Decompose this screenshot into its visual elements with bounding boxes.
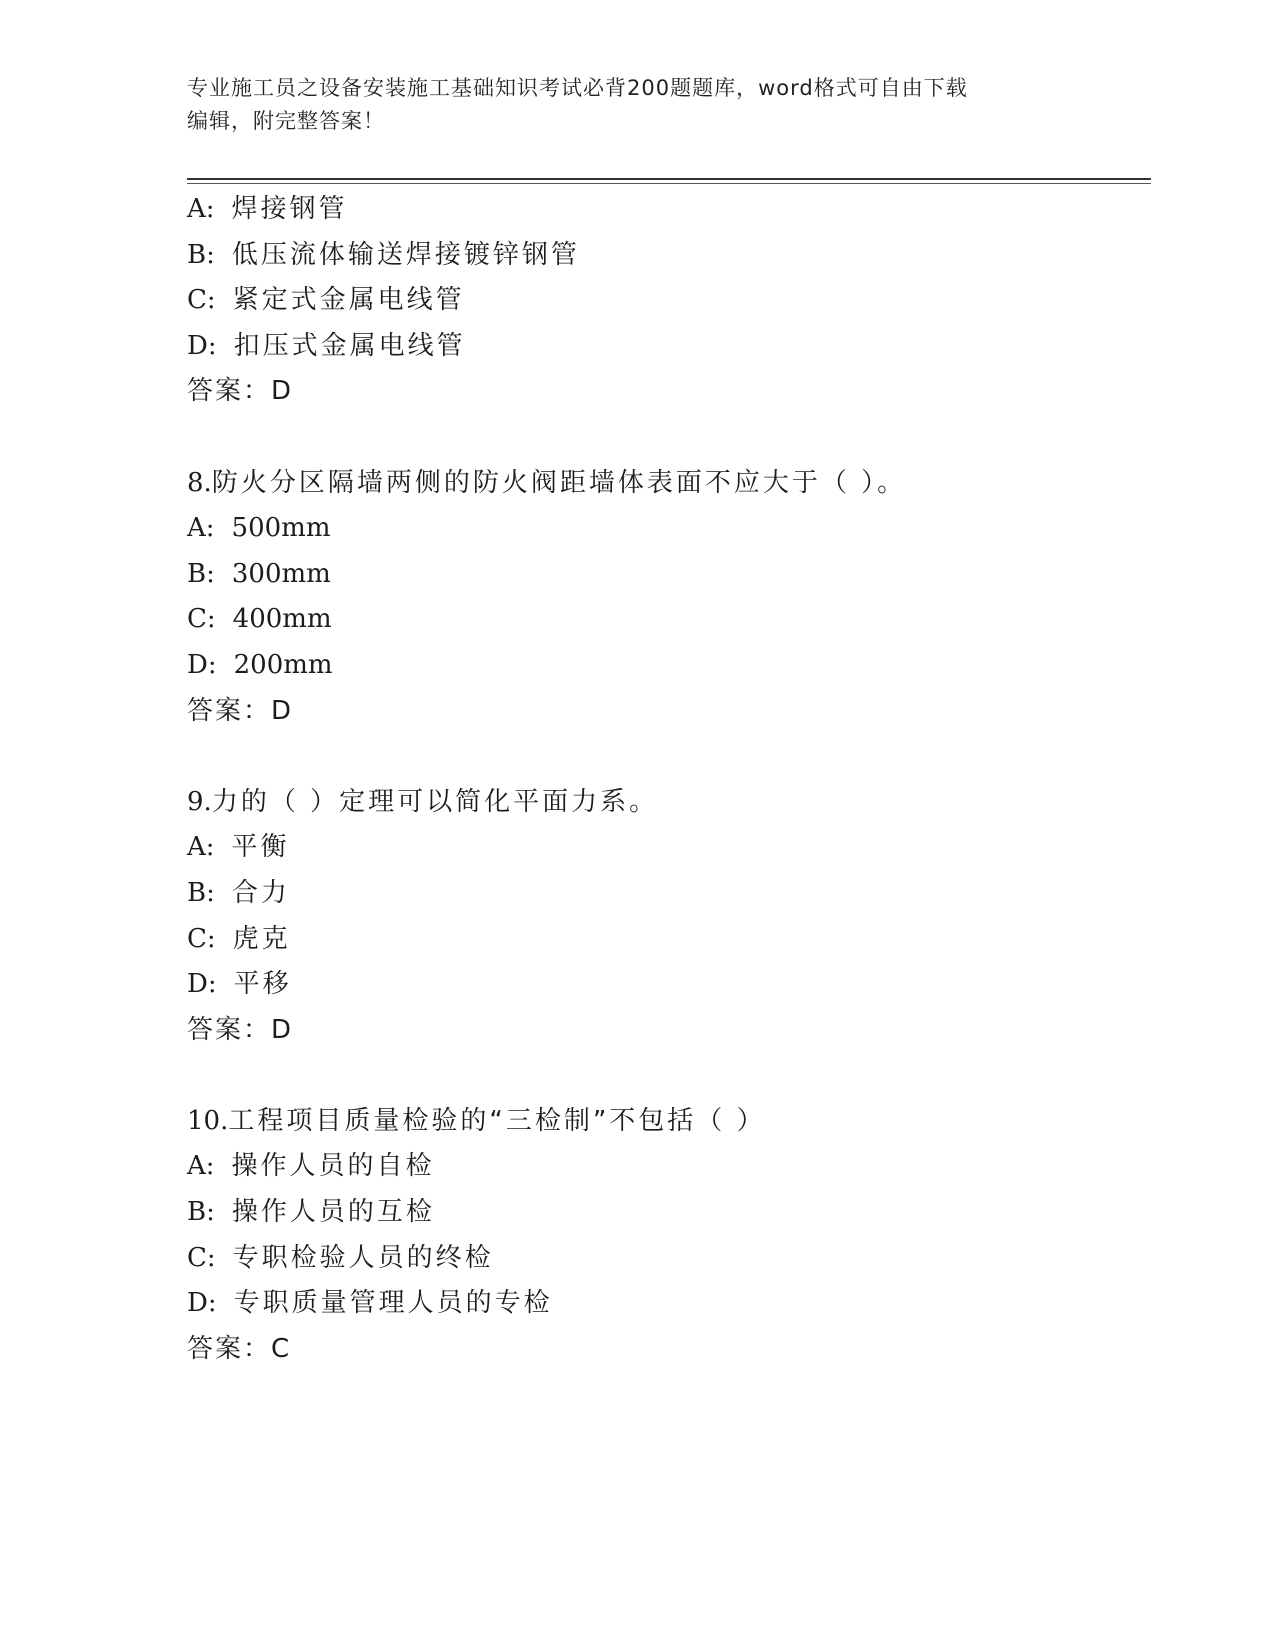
answer-line	[187, 369, 1147, 415]
option-letter: C	[187, 604, 207, 635]
option-separator: :	[206, 239, 218, 270]
option-letter: B	[187, 1197, 207, 1228]
question-text: 工程项目质量检验的“三检制”不包括（ ）	[228, 1105, 766, 1136]
question-stem	[187, 461, 1147, 507]
option-separator: :	[207, 969, 220, 1000]
option-separator: :	[207, 330, 220, 361]
question-block-9	[187, 780, 1147, 1054]
header-line-1: 专业施工员之设备安装施工基础知识考试必背200题题库，word格式可自由下载	[187, 76, 968, 100]
option-separator: :	[206, 285, 219, 316]
option-a	[187, 825, 1147, 871]
answer-line	[187, 689, 1147, 735]
answer-line	[187, 1327, 1147, 1373]
option-b	[187, 871, 1147, 917]
answer-value: D	[271, 695, 294, 726]
option-separator: :	[207, 649, 220, 680]
option-letter: B	[187, 239, 207, 270]
header-divider-thick	[187, 178, 1151, 180]
question-list	[187, 187, 1147, 1372]
option-a	[187, 506, 1147, 552]
document-header	[187, 72, 1087, 138]
option-letter: C	[187, 1242, 207, 1273]
option-text: 平移	[233, 969, 292, 1000]
option-letter: D	[187, 649, 208, 680]
option-text: 操作人员的自检	[231, 1151, 435, 1182]
option-separator: :	[206, 877, 218, 908]
spacer	[187, 415, 1147, 461]
option-letter: D	[187, 1288, 208, 1319]
option-separator: :	[206, 604, 219, 635]
option-text: 低压流体输送焊接镀锌钢管	[231, 239, 580, 270]
option-separator: :	[207, 1288, 220, 1319]
option-separator: :	[206, 558, 218, 589]
spacer	[187, 1053, 1147, 1099]
option-separator: :	[205, 832, 218, 863]
option-d	[187, 643, 1147, 689]
option-separator: :	[206, 1242, 219, 1273]
answer-value: D	[271, 376, 294, 407]
option-separator: :	[206, 1197, 218, 1228]
option-separator: :	[205, 194, 218, 224]
answer-label: 答案：	[187, 1014, 272, 1045]
option-text: 合力	[231, 877, 290, 908]
answer-value: C	[271, 1333, 292, 1364]
question-number: 8.	[187, 467, 212, 498]
option-letter: A	[187, 832, 206, 863]
option-text: 专职检验人员的终检	[232, 1242, 494, 1273]
answer-label: 答案：	[187, 1333, 272, 1364]
option-text: 200mm	[233, 649, 333, 680]
option-text: 专职质量管理人员的专检	[233, 1288, 553, 1319]
option-letter: B	[187, 877, 207, 908]
question-block-8	[187, 461, 1147, 735]
option-separator: :	[205, 1151, 218, 1182]
answer-label: 答案：	[187, 695, 272, 726]
option-letter: B	[187, 558, 207, 589]
option-separator: :	[206, 923, 219, 954]
option-text: 平衡	[231, 832, 290, 863]
option-text: 虎克	[232, 923, 291, 954]
option-c	[187, 917, 1147, 963]
option-c	[187, 278, 1147, 324]
question-stem	[187, 1099, 1147, 1145]
option-letter: A	[187, 1151, 206, 1182]
question-number: 9.	[187, 786, 212, 817]
header-divider-thin	[187, 183, 1151, 184]
option-text: 300mm	[231, 558, 331, 589]
option-text: 400mm	[232, 604, 332, 635]
option-d	[187, 324, 1147, 370]
spacer	[187, 734, 1147, 780]
option-text: 扣压式金属电线管	[233, 330, 466, 361]
question-block-10	[187, 1099, 1147, 1373]
option-c	[187, 1236, 1147, 1282]
option-b	[187, 233, 1147, 279]
option-b	[187, 1190, 1147, 1236]
option-letter: C	[187, 285, 207, 316]
header-line-2: 编辑，附完整答案！	[187, 109, 385, 133]
question-block-continued	[187, 187, 1147, 415]
option-c	[187, 597, 1147, 643]
question-stem	[187, 780, 1147, 826]
question-text: 力的（ ）定理可以简化平面力系。	[211, 786, 659, 817]
answer-value: D	[271, 1014, 294, 1045]
answer-line	[187, 1008, 1147, 1054]
option-a	[187, 187, 1147, 233]
option-a	[187, 1144, 1147, 1190]
option-letter: A	[187, 513, 206, 544]
option-letter: A	[187, 194, 206, 224]
option-d	[187, 1281, 1147, 1327]
option-d	[187, 962, 1147, 1008]
answer-label: 答案：	[187, 376, 272, 407]
question-number: 10.	[187, 1105, 229, 1136]
option-letter: C	[187, 923, 207, 954]
option-text: 500mm	[231, 513, 331, 544]
option-text: 操作人员的互检	[231, 1197, 435, 1228]
option-text: 焊接钢管	[231, 194, 348, 224]
option-letter: D	[187, 969, 208, 1000]
option-letter: D	[187, 330, 208, 361]
option-b	[187, 552, 1147, 598]
option-text: 紧定式金属电线管	[232, 285, 465, 316]
option-separator: :	[205, 513, 218, 544]
question-text: 防火分区隔墙两侧的防火阀距墙体表面不应大于（ ）。	[211, 467, 907, 498]
